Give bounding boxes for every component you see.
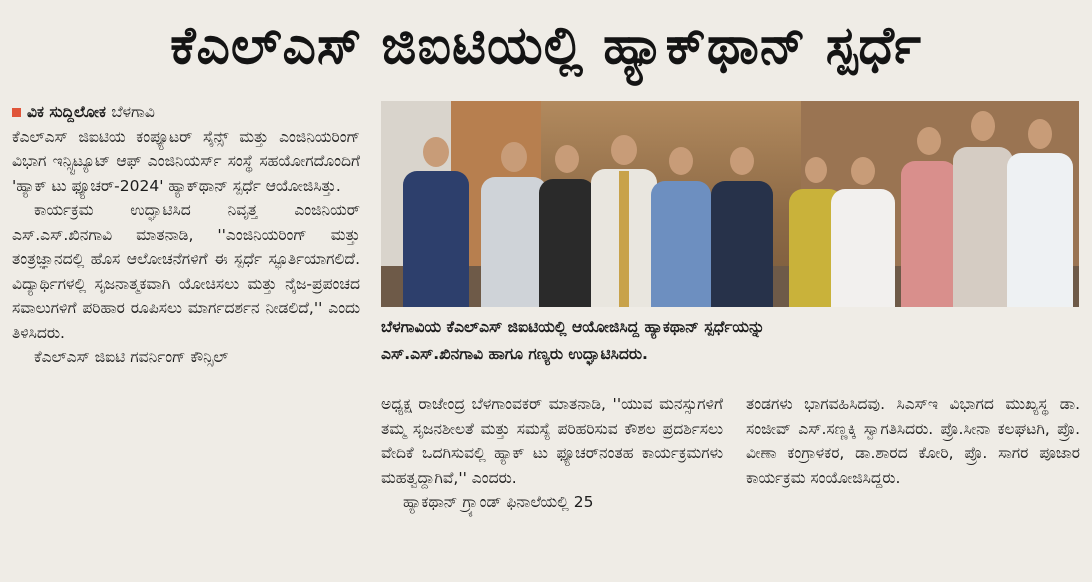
paragraph: ಕೆಎಲ್‌ಎಸ್ ಜಿಐಟಿ ಗವರ್ನಿಂಗ್ ಕೌನ್ಸಿಲ್ [34,348,229,366]
caption-line: ಬೆಳಗಾವಿಯ ಕೆಎಲ್‌ಎಸ್ ಜಿಐಟಿಯಲ್ಲಿ ಆಯೋಜಿಸಿದ್ದ ಹ್ಯಾಕಥಾನ್ ಸ್ಪರ್ಧೆಯನ್ನು [381,318,765,336]
paragraph: ತಂಡಗಳು ಭಾಗವಹಿಸಿದವು. ಸಿಎಸ್‌ಇ ವಿಭಾಗದ ಮುಖ್ಯಸ್ಥ ಡಾ. ಸಂಜೀವ್ ಎಸ್.ಸಣ್ಣಕ್ಕಿ ಸ್ವಾಗತಿಸಿದರು. ಪ್ರೊ.ಸೀನಾ ಕಲಘಟಗಿ, ಪ್ರೊ. ವೀಣಾ ಕಂಗ್ರಾಳಕರ, ಡಾ.ಶಾರದ ಕೋರಿ, ಪ್ರೊ. ಸಾಗರ ಪೂಜಾರ ಕಾರ್ಯಕ್ರಮ ಸಂಯೋಜಿಸಿದ್ದರು. [746,395,1080,487]
headline: ಕೆಎಲ್‌ಎಸ್ ಜಿಐಟಿಯಲ್ಲಿ ಹ್ಯಾಕ್‌ಥಾನ್ ಸ್ಪರ್ಧೆ [170,15,922,76]
paragraph: ಅಧ್ಯಕ್ಷ ರಾಜೇಂದ್ರ ಬೆಳಗಾಂವಕರ್ ಮಾತನಾಡಿ, ''ಯುವ ಮನಸ್ಸುಗಳಿಗೆ ತಮ್ಮ ಸೃಜನಶೀಲತೆ ಮತ್ತು ಸಮಸ್ಯೆ ಪರಿಹರಿಸುವ ಕೌಶಲ ಪ್ರದರ್ಶಿಸಲು ವೇದಿಕೆ ಒದಗಿಸುವಲ್ಲಿ ಹ್ಯಾಕ್ ಟು ಫ್ಯೂಚರ್‌ನಂತಹ ಕಾರ್ಯಕ್ರಮಗಳು ಮಹತ್ವದ್ದಾಗಿವೆ,'' ಎಂದರು. [381,395,723,487]
article-column-1 [12,100,360,370]
byline [12,100,360,125]
caption-line: ಎಸ್.ಎಸ್.ಖಿನಗಾವಿ ಹಾಗೂ ಗಣ್ಯರು ಉದ್ಘಾಟಿಸಿದರು. [381,345,648,363]
paragraph: ಹ್ಯಾಕಥಾನ್ ಗ್ರ್ಯಾಂಡ್ ಫಿನಾಲೆಯಲ್ಲಿ 25 [403,493,594,511]
article-column-2 [381,392,723,515]
byline-place: ಬೆಳಗಾವಿ [111,103,155,121]
byline-source: ವಿಕ ಸುದ್ದಿಲೋಕ [27,103,106,121]
photo-caption [381,314,1081,368]
paragraph: ಕೆಎಲ್‌ಎಸ್ ಜಿಐಟಿಯ ಕಂಪ್ಯೂಟರ್ ಸೈನ್ಸ್ ಮತ್ತು ಎಂಜಿನಿಯರಿಂಗ್ ವಿಭಾಗ ಇನ್ಸ್ಟಿಟ್ಯೂಟ್ ಆಫ್ ಎಂಜಿನಿಯರ್ಸ್ ಸಂಸ್ಥೆ ಸಹಯೋಗದೊಂದಿಗೆ 'ಹ್ಯಾಕ್ ಟು ಫ್ಯೂಚರ್-2024' ಹ್ಯಾಕ್‌ಥಾನ್ ಸ್ಪರ್ಧೆ ಆಯೋಜಿಸಿತ್ತು. [12,127,360,195]
bullet-icon [12,108,21,117]
paragraph: ಕಾರ್ಯಕ್ರಮ ಉದ್ಘಾಟಿಸಿದ ನಿವೃತ್ತ ಎಂಜಿನಿಯರ್ ಎಸ್.ಎಸ್.ಖಿನಗಾವಿ ಮಾತನಾಡಿ, ''ಎಂಜಿನಿಯರಿಂಗ್ ಮತ್ತು ತಂತ್ರಜ್ಞಾನದಲ್ಲಿ ಹೊಸ ಆಲೋಚನೆಗಳಿಗೆ ಈ ಸ್ಪರ್ಧೆ ಸ್ಫೂರ್ತಿಯಾಗಲಿದೆ. ವಿದ್ಯಾರ್ಥಿಗಳಲ್ಲಿ ಸೃಜನಾತ್ಮಕವಾಗಿ ಯೋಚಿಸಲು ಮತ್ತು ನೈಜ-ಪ್ರಪಂಚದ ಸವಾಲುಗಳಿಗೆ ಪರಿಹಾರ ರೂಪಿಸಲು ಮಾರ್ಗದರ್ಶನ ನೀಡಲಿದೆ,'' ಎಂದು ತಿಳಿಸಿದರು. [12,201,360,342]
event-photo [381,101,1079,307]
article-column-3 [746,392,1080,490]
